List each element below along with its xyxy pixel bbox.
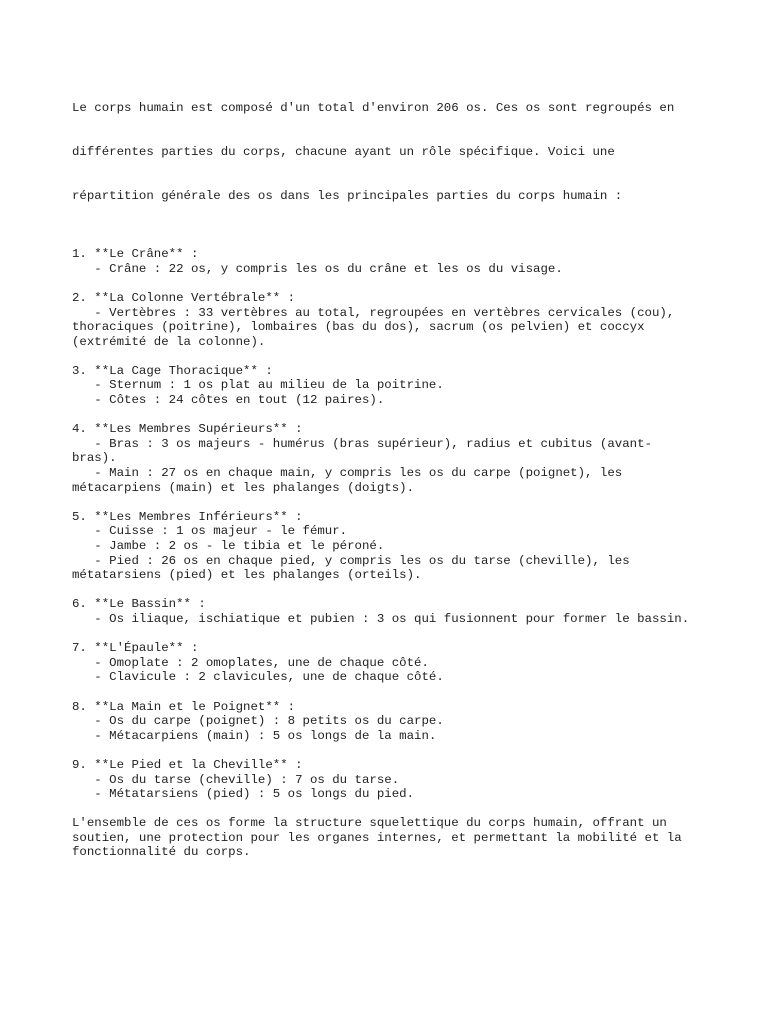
intro-paragraph [72, 72, 708, 233]
section-line: - Côtes : 24 côtes en tout (12 paires). [72, 393, 385, 408]
section-line: - Bras : 3 os majeurs - humérus (bras supérieur), radius et cubitus (avant- [72, 436, 652, 451]
section-membres-superieurs [72, 422, 708, 495]
section-cage-thoracique [72, 364, 708, 408]
intro-line: Le corps humain est composé d'un total d'environ 206 os. Ces os sont regroupés en [72, 101, 675, 116]
section-heading: 9. **Le Pied et la Cheville** : [72, 757, 303, 772]
section-line: - Os du tarse (cheville) : 7 os du tarse. [72, 772, 400, 787]
section-epaule [72, 641, 708, 685]
conclusion-line: soutien, une protection pour les organes internes, et permettant la mobilité et la [72, 830, 682, 845]
section-line: - Métacarpiens (main) : 5 os longs de la main. [72, 728, 437, 743]
section-heading: 7. **L'Épaule** : [72, 641, 199, 656]
section-crane [72, 247, 708, 276]
section-line: bras). [72, 451, 117, 466]
section-heading: 3. **La Cage Thoracique** : [72, 363, 273, 378]
conclusion-paragraph [72, 816, 708, 860]
section-line: - Cuisse : 1 os majeur - le fémur. [72, 524, 348, 539]
section-bassin [72, 597, 708, 626]
section-line: - Os du carpe (poignet) : 8 petits os du carpe. [72, 714, 444, 729]
section-line: métatarsiens (pied) et les phalanges (orteils). [72, 568, 422, 583]
conclusion-line: L'ensemble de ces os forme la structure squelettique du corps humain, offrant un [72, 816, 667, 831]
section-line: - Sternum : 1 os plat au milieu de la poitrine. [72, 378, 444, 393]
section-line: - Os iliaque, ischiatique et pubien : 3 os qui fusionnent pour former le bassin. [72, 611, 690, 626]
section-heading: 6. **Le Bassin** : [72, 597, 206, 612]
section-heading: 2. **La Colonne Vertébrale** : [72, 290, 296, 305]
section-heading: 5. **Les Membres Inférieurs** : [72, 509, 303, 524]
section-line: thoraciques (poitrine), lombaires (bas du dos), sacrum (os pelvien) et coccyx [72, 320, 645, 335]
section-main-poignet [72, 700, 708, 744]
section-line: - Main : 27 os en chaque main, y compris les os du carpe (poignet), les [72, 466, 623, 481]
section-line: - Clavicule : 2 clavicules, une de chaque côté. [72, 670, 444, 685]
section-line: métacarpiens (main) et les phalanges (doigts). [72, 480, 415, 495]
section-heading: 8. **La Main et le Poignet** : [72, 699, 296, 714]
section-line: - Crâne : 22 os, y compris les os du crâne et les os du visage. [72, 261, 563, 276]
section-heading: 1. **Le Crâne** : [72, 247, 199, 262]
intro-line: différentes parties du corps, chacune ayant un rôle spécifique. Voici une [72, 144, 615, 159]
section-membres-inferieurs [72, 510, 708, 583]
section-heading: 4. **Les Membres Supérieurs** : [72, 422, 303, 437]
section-colonne-vertebrale [72, 291, 708, 349]
section-line: - Omoplate : 2 omoplates, une de chaque côté. [72, 655, 429, 670]
section-line: (extrémité de la colonne). [72, 334, 266, 349]
section-line: - Jambe : 2 os - le tibia et le péroné. [72, 539, 385, 553]
section-line: - Pied : 26 os en chaque pied, y compris les os du tarse (cheville), les [72, 553, 630, 568]
intro-line: répartition générale des os dans les principales parties du corps humain : [72, 188, 623, 203]
section-line: - Vertèbres : 33 vertèbres au total, regroupées en vertèbres cervicales (cou), [72, 305, 675, 320]
conclusion-line: fonctionnalité du corps. [72, 845, 251, 860]
section-line: - Métatarsiens (pied) : 5 os longs du pied. [72, 787, 415, 802]
section-pied-cheville [72, 758, 708, 802]
